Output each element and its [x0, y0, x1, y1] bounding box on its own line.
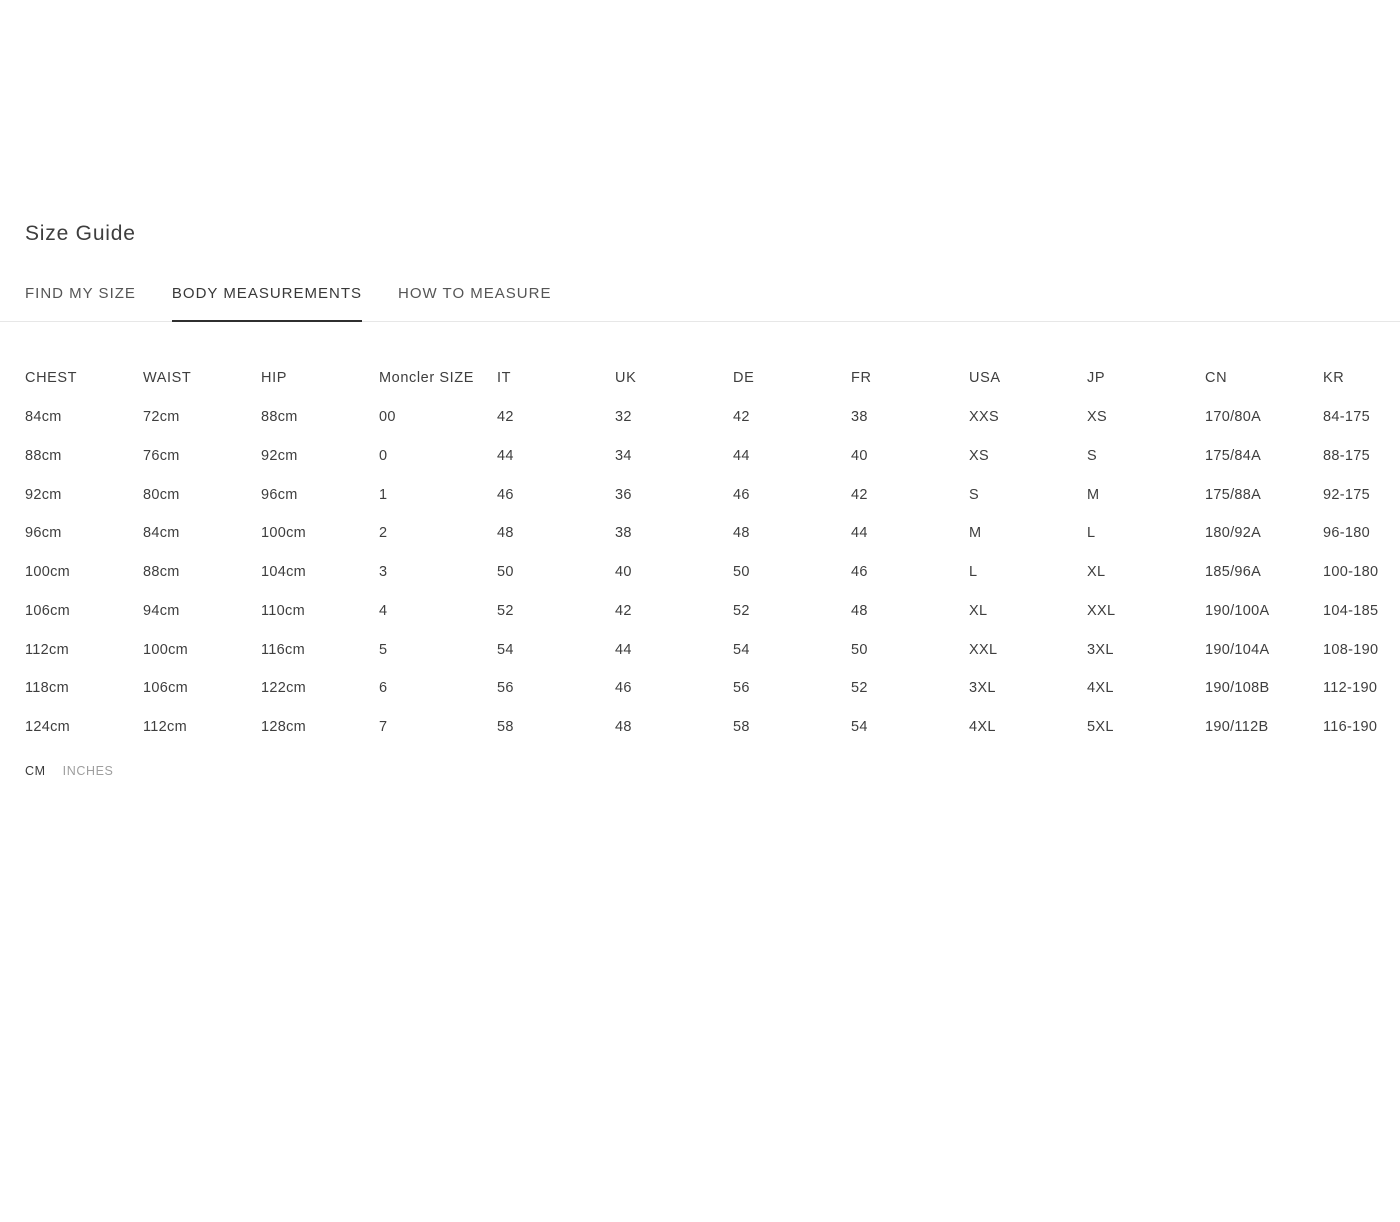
page-title: Size Guide	[25, 222, 136, 245]
table-cell: 46	[851, 564, 868, 581]
table-cell: XL	[969, 602, 988, 619]
table-cell: L	[1087, 525, 1096, 542]
unit-cm-button[interactable]: CM	[25, 763, 46, 778]
table-row	[25, 669, 1378, 708]
tab-find-my-size[interactable]: FIND MY SIZE	[25, 285, 136, 321]
table-cell: 94cm	[143, 602, 180, 619]
table-cell: 40	[851, 447, 868, 464]
table-cell: 116cm	[261, 641, 305, 658]
table-cell: 92-175	[1323, 486, 1370, 503]
table-cell: 106cm	[143, 680, 189, 697]
table-cell: XS	[969, 447, 989, 464]
tab-how-to-measure[interactable]: HOW TO MEASURE	[398, 285, 551, 321]
tab-bar	[0, 285, 1400, 322]
table-cell: 5	[379, 641, 388, 658]
table-cell: 44	[497, 447, 514, 464]
table-cell: 1	[379, 486, 388, 503]
table-cell: 42	[733, 409, 750, 426]
table-cell: 2	[379, 525, 388, 542]
table-cell: 175/84A	[1205, 447, 1262, 464]
table-cell: M	[969, 525, 982, 542]
table-cell: 88cm	[25, 447, 62, 464]
column-header-chest: CHEST	[25, 370, 78, 387]
table-row	[25, 630, 1379, 669]
table-cell: 54	[733, 641, 750, 658]
table-cell: M	[1087, 486, 1100, 503]
size-table	[0, 322, 1400, 747]
table-cell: XXS	[969, 409, 999, 426]
table-cell: 3	[379, 564, 388, 581]
table-row	[25, 708, 1378, 747]
column-header-uk: UK	[615, 370, 637, 387]
table-cell: 42	[497, 409, 514, 426]
table-cell: 100cm	[25, 564, 71, 581]
table-cell: 48	[497, 525, 514, 542]
column-header-usa: USA	[969, 370, 1001, 387]
table-cell: 96cm	[25, 525, 62, 542]
table-cell: 88-175	[1323, 447, 1370, 464]
column-header-kr: KR	[1323, 370, 1345, 387]
table-row	[25, 592, 1379, 631]
table-cell: 54	[851, 719, 868, 736]
table-row	[25, 475, 1375, 514]
table-cell: 96-180	[1323, 525, 1370, 542]
column-header-hip: HIP	[261, 370, 287, 387]
table-cell: 32	[615, 409, 632, 426]
table-cell: 50	[497, 564, 514, 581]
table-cell: 52	[497, 602, 514, 619]
table-cell: 3XL	[1087, 641, 1114, 658]
table-cell: 4XL	[1087, 680, 1114, 697]
table-cell: 116-190	[1323, 719, 1378, 736]
table-cell: 36	[615, 486, 632, 503]
table-body	[25, 398, 1379, 747]
table-cell: 58	[497, 719, 514, 736]
table-cell: 42	[615, 602, 632, 619]
table-cell: 56	[497, 680, 514, 697]
table-cell: 190/100A	[1205, 602, 1270, 619]
table-cell: 4XL	[969, 719, 996, 736]
table-cell: 40	[615, 564, 632, 581]
table-cell: 84cm	[25, 409, 62, 426]
table-row	[25, 553, 1379, 592]
table-cell: 50	[733, 564, 750, 581]
table-cell: 190/112B	[1205, 719, 1269, 736]
table-cell: 6	[379, 680, 388, 697]
table-cell: 100cm	[143, 641, 189, 658]
table-cell: 48	[733, 525, 750, 542]
table-cell: 190/104A	[1205, 641, 1270, 658]
table-row	[25, 398, 1375, 437]
table-cell: 100cm	[261, 525, 307, 542]
table-cell: 54	[497, 641, 514, 658]
table-cell: 180/92A	[1205, 525, 1262, 542]
table-cell: 38	[615, 525, 632, 542]
table-cell: 58	[733, 719, 750, 736]
table-cell: 96cm	[261, 486, 298, 503]
table-row	[25, 437, 1375, 476]
column-header-cn: CN	[1205, 370, 1228, 387]
table-cell: 112cm	[143, 719, 187, 736]
table-cell: 108-190	[1323, 641, 1379, 658]
table-cell: 128cm	[261, 719, 307, 736]
column-header-de: DE	[733, 370, 755, 387]
column-header-moncler-size: Moncler SIZE	[379, 370, 475, 387]
column-header-waist: WAIST	[143, 370, 192, 387]
table-cell: L	[969, 564, 978, 581]
table-cell: 124cm	[25, 719, 71, 736]
column-header-it: IT	[497, 370, 512, 387]
table-cell: 84cm	[143, 525, 180, 542]
table-cell: 72cm	[143, 409, 180, 426]
table-cell: 92cm	[261, 447, 298, 464]
table-cell: 112cm	[25, 641, 69, 658]
table-cell: 48	[851, 602, 868, 619]
table-cell: 34	[615, 447, 632, 464]
table-cell: 38	[851, 409, 868, 426]
table-cell: 100-180	[1323, 564, 1379, 581]
table-cell: 0	[379, 447, 388, 464]
table-cell: 00	[379, 409, 396, 426]
table-header-row	[25, 359, 1375, 398]
table-cell: XXL	[969, 641, 998, 658]
table-cell: 110cm	[261, 602, 305, 619]
table-cell: 80cm	[143, 486, 180, 503]
table-cell: XXL	[1087, 602, 1116, 619]
table-cell: 112-190	[1323, 680, 1378, 697]
table-cell: 190/108B	[1205, 680, 1270, 697]
table-cell: 175/88A	[1205, 486, 1262, 503]
table-cell: 44	[615, 641, 632, 658]
table-cell: 76cm	[143, 447, 180, 464]
table-cell: 104-185	[1323, 602, 1379, 619]
table-cell: 44	[733, 447, 750, 464]
table-cell: 42	[851, 486, 868, 503]
table-cell: XS	[1087, 409, 1107, 426]
table-cell: 46	[733, 486, 750, 503]
unit-toggle	[25, 764, 1400, 779]
size-guide-page	[0, 222, 1400, 779]
table-cell: 170/80A	[1205, 409, 1262, 426]
table-row	[25, 514, 1375, 553]
table-cell: 48	[615, 719, 632, 736]
tab-body-measurements[interactable]: BODY MEASUREMENTS	[172, 285, 362, 321]
table-cell: 3XL	[969, 680, 996, 697]
table-cell: 122cm	[261, 680, 307, 697]
table-cell: 52	[733, 602, 750, 619]
table-cell: S	[969, 486, 979, 503]
table-cell: S	[1087, 447, 1097, 464]
table-cell: 106cm	[25, 602, 71, 619]
table-cell: XL	[1087, 564, 1106, 581]
table-cell: 118cm	[25, 680, 69, 697]
table-cell: 52	[851, 680, 868, 697]
table-cell: 84-175	[1323, 409, 1370, 426]
unit-inches-button[interactable]: INCHES	[62, 763, 114, 778]
column-header-fr: FR	[851, 370, 872, 387]
table-cell: 44	[851, 525, 868, 542]
table-cell: 46	[615, 680, 632, 697]
table-cell: 50	[851, 641, 868, 658]
table-cell: 56	[733, 680, 750, 697]
table-cell: 4	[379, 602, 388, 619]
table-cell: 88cm	[143, 564, 180, 581]
table-cell: 5XL	[1087, 719, 1114, 736]
table-cell: 104cm	[261, 564, 307, 581]
table-cell: 92cm	[25, 486, 62, 503]
table-cell: 46	[497, 486, 514, 503]
table-cell: 185/96A	[1205, 564, 1262, 581]
column-header-jp: JP	[1087, 370, 1106, 387]
table-cell: 88cm	[261, 409, 298, 426]
table-cell: 7	[379, 719, 388, 736]
